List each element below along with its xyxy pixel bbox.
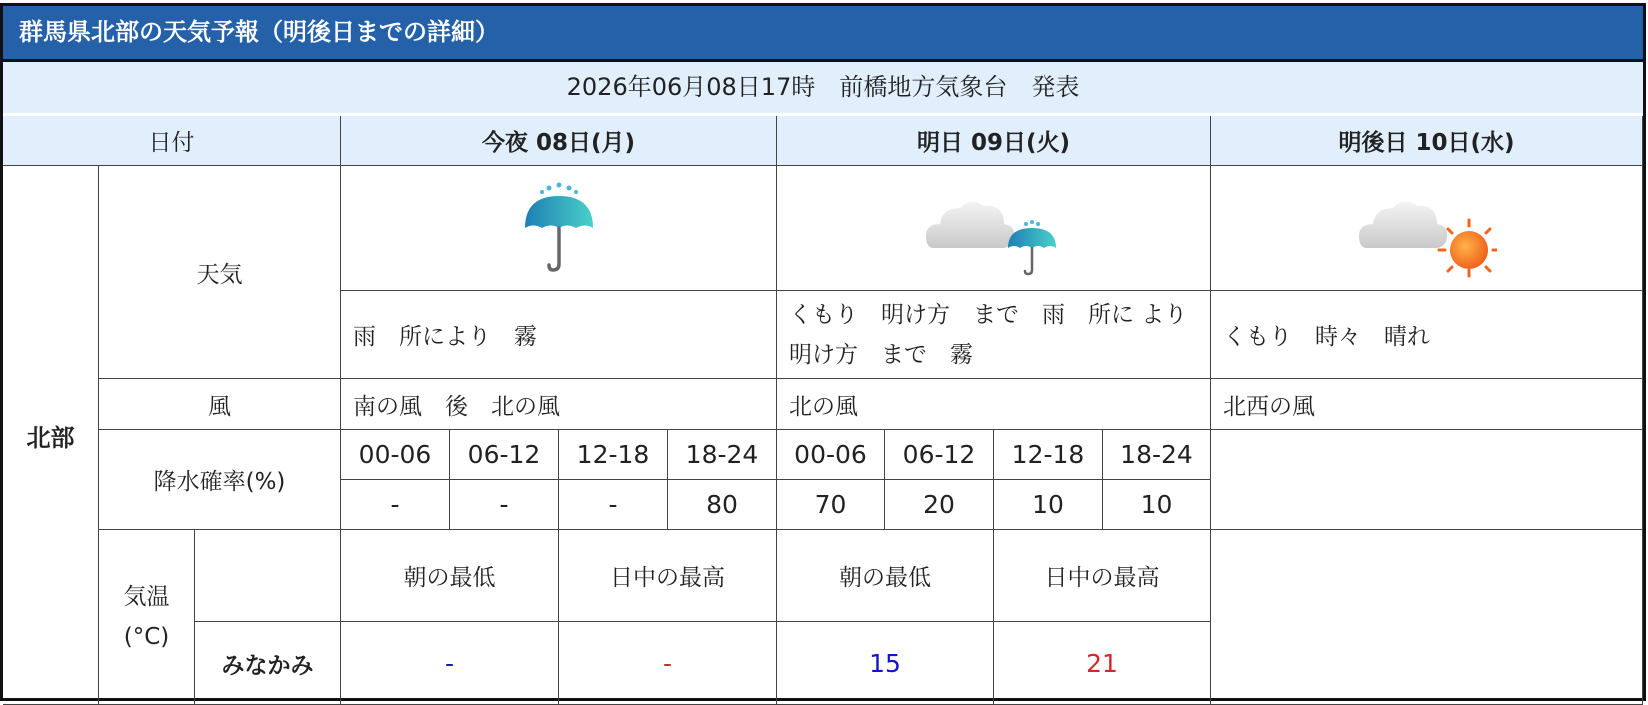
date-header: 日付	[3, 116, 341, 166]
region-label: 北部	[3, 166, 99, 705]
weather-icon-tomorrow	[777, 166, 1211, 291]
pop-value: 70	[777, 480, 885, 530]
temp-label-unit: (°C)	[123, 624, 170, 650]
weather-text-tomorrow: くもり 明け方 まで 雨 所に より 明け方 まで 霧	[777, 291, 1211, 379]
pop-period: 18-24	[668, 430, 777, 480]
pop-value: 80	[668, 480, 777, 530]
issued-info: 2026年06月08日17時 前橋地方気象台 発表	[3, 59, 1643, 113]
pop-value: -	[341, 480, 450, 530]
station-name: みなかみ	[195, 622, 341, 705]
temp-col-header: 朝の最低	[777, 530, 994, 622]
pop-value: -	[559, 480, 668, 530]
weather-icon-day-after	[1211, 166, 1643, 291]
pop-period: 12-18	[559, 430, 668, 480]
day-header-tomorrow: 明日 09日(火)	[777, 116, 1211, 166]
temp-label-main: 気温	[123, 584, 170, 610]
temp-col-header: 日中の最高	[994, 530, 1211, 622]
pop-label: 降水確率(%)	[99, 430, 341, 530]
wind-label: 風	[99, 379, 341, 430]
weather-text-day-after: くもり 時々 晴れ	[1211, 291, 1643, 379]
cloudy-sometimes-sunny-icon	[1357, 178, 1497, 278]
temp-max-tomorrow: 21	[994, 622, 1211, 705]
weather-text-today: 雨 所により 霧	[341, 291, 777, 379]
day-header-today: 今夜 08日(月)	[341, 116, 777, 166]
pop-period: 12-18	[994, 430, 1103, 480]
pop-empty-day-after	[1211, 430, 1643, 530]
temp-min-tomorrow: 15	[777, 622, 994, 705]
temp-min-today: -	[341, 622, 559, 705]
temp-col-header: 朝の最低	[341, 530, 559, 622]
temp-label	[99, 530, 195, 705]
temp-empty-day-after	[1211, 530, 1643, 705]
wind-text-day-after: 北西の風	[1211, 379, 1643, 430]
temp-max-today: -	[559, 622, 777, 705]
pop-value: -	[450, 480, 559, 530]
wind-text-today: 南の風 後 北の風	[341, 379, 777, 430]
day-header-day-after: 明後日 10日(水)	[1211, 116, 1643, 166]
pop-value: 20	[885, 480, 994, 530]
pop-period: 00-06	[777, 430, 885, 480]
pop-period: 06-12	[885, 430, 994, 480]
pop-value: 10	[994, 480, 1103, 530]
temp-col-header: 日中の最高	[559, 530, 777, 622]
pop-period: 00-06	[341, 430, 450, 480]
pop-value: 10	[1103, 480, 1211, 530]
pop-period: 06-12	[450, 430, 559, 480]
weather-label: 天気	[99, 166, 341, 379]
temp-blank-header	[195, 530, 341, 622]
cloudy-then-rain-icon	[924, 178, 1064, 278]
weather-icon-today	[341, 166, 777, 291]
rain-umbrella-icon	[509, 178, 609, 278]
wind-text-tomorrow: 北の風	[777, 379, 1211, 430]
forecast-title: 群馬県北部の天気予報（明後日までの詳細）	[3, 6, 1643, 59]
forecast-table	[0, 3, 1646, 701]
pop-period: 18-24	[1103, 430, 1211, 480]
